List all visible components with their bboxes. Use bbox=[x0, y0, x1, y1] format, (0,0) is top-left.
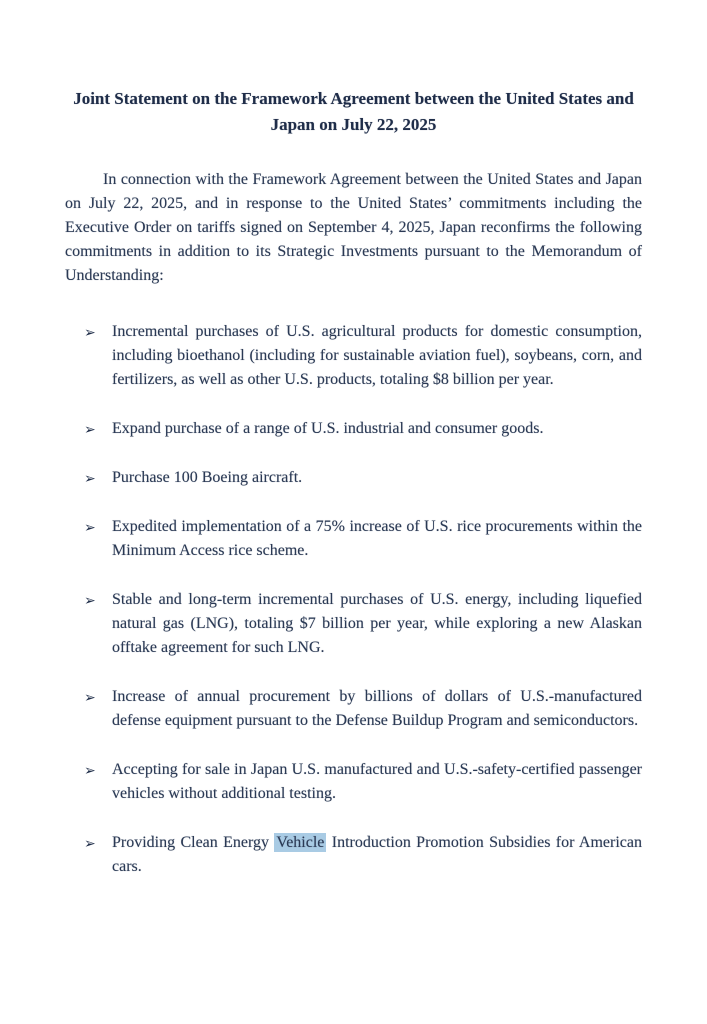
list-item-text bbox=[112, 688, 642, 729]
text-segment: Stable and long-term incremental purchases of U.S. energy, including liquefied natural gas (LNG), totaling $7 billion per year, while exploring a new Alaskan offtake agreement for such LNG. bbox=[112, 591, 642, 656]
text-segment: Expedited implementation of a 75% increase of U.S. rice procurements within the Minimum Access rice scheme. bbox=[112, 518, 642, 559]
highlighted-text: Vehicle bbox=[276, 834, 325, 851]
list-item bbox=[65, 831, 642, 879]
list-item-text bbox=[112, 469, 302, 486]
list-item bbox=[65, 758, 642, 806]
list-item bbox=[65, 417, 642, 441]
text-segment: Providing Clean Energy bbox=[112, 834, 275, 851]
list-item-text bbox=[112, 323, 642, 388]
text-segment: Incremental purchases of U.S. agricultural products for domestic consumption, including bioethanol (including for sustainable aviation fuel), soybeans, corn, and fertilizers, as well as other U.S. products, totaling $8 billion per year. bbox=[112, 323, 642, 388]
arrow-bullet-icon: ➢ bbox=[84, 593, 96, 609]
arrow-bullet-icon: ➢ bbox=[84, 836, 96, 852]
list-item bbox=[65, 320, 642, 392]
list-item bbox=[65, 588, 642, 660]
text-segment: Purchase 100 Boeing aircraft. bbox=[112, 469, 303, 486]
arrow-bullet-icon: ➢ bbox=[84, 690, 96, 706]
arrow-bullet-icon: ➢ bbox=[84, 471, 96, 487]
text-segment: Expand purchase of a range of U.S. industrial and consumer goods. bbox=[112, 420, 544, 437]
arrow-bullet-icon: ➢ bbox=[84, 763, 96, 779]
list-item bbox=[65, 466, 642, 490]
arrow-bullet-icon: ➢ bbox=[84, 325, 96, 341]
list-item-text bbox=[112, 420, 543, 437]
arrow-bullet-icon: ➢ bbox=[84, 422, 96, 438]
list-item-text bbox=[112, 761, 642, 802]
list-item-text bbox=[112, 518, 642, 559]
list-item-text bbox=[112, 833, 642, 875]
list-item bbox=[65, 685, 642, 733]
intro-paragraph: In connection with the Framework Agreement between the United States and Japan on July 22, 2025, and in response to the United States’ commitments including the Executive Order on tariffs signed on September 4, 2025, Japan reconfirms the following commitments in addition to its Strategic Investments pursuant to the Memorandum of Understanding: bbox=[65, 171, 642, 284]
arrow-bullet-icon: ➢ bbox=[84, 520, 96, 536]
bullet-list bbox=[65, 320, 642, 879]
text-segment: Introduction Promotion Subsidies for American cars. bbox=[112, 834, 642, 875]
text-segment: Accepting for sale in Japan U.S. manufactured and U.S.-safety-certified passenger vehicles without additional testing. bbox=[112, 761, 642, 802]
text-segment: Increase of annual procurement by billions of dollars of U.S.-manufactured defense equipment pursuant to the Defense Buildup Program and semiconductors. bbox=[112, 688, 642, 729]
list-item bbox=[65, 515, 642, 563]
list-item-text bbox=[112, 591, 642, 656]
document-title: Joint Statement on the Framework Agreement between the United States and Japan on July 22, 2025 bbox=[73, 89, 634, 134]
